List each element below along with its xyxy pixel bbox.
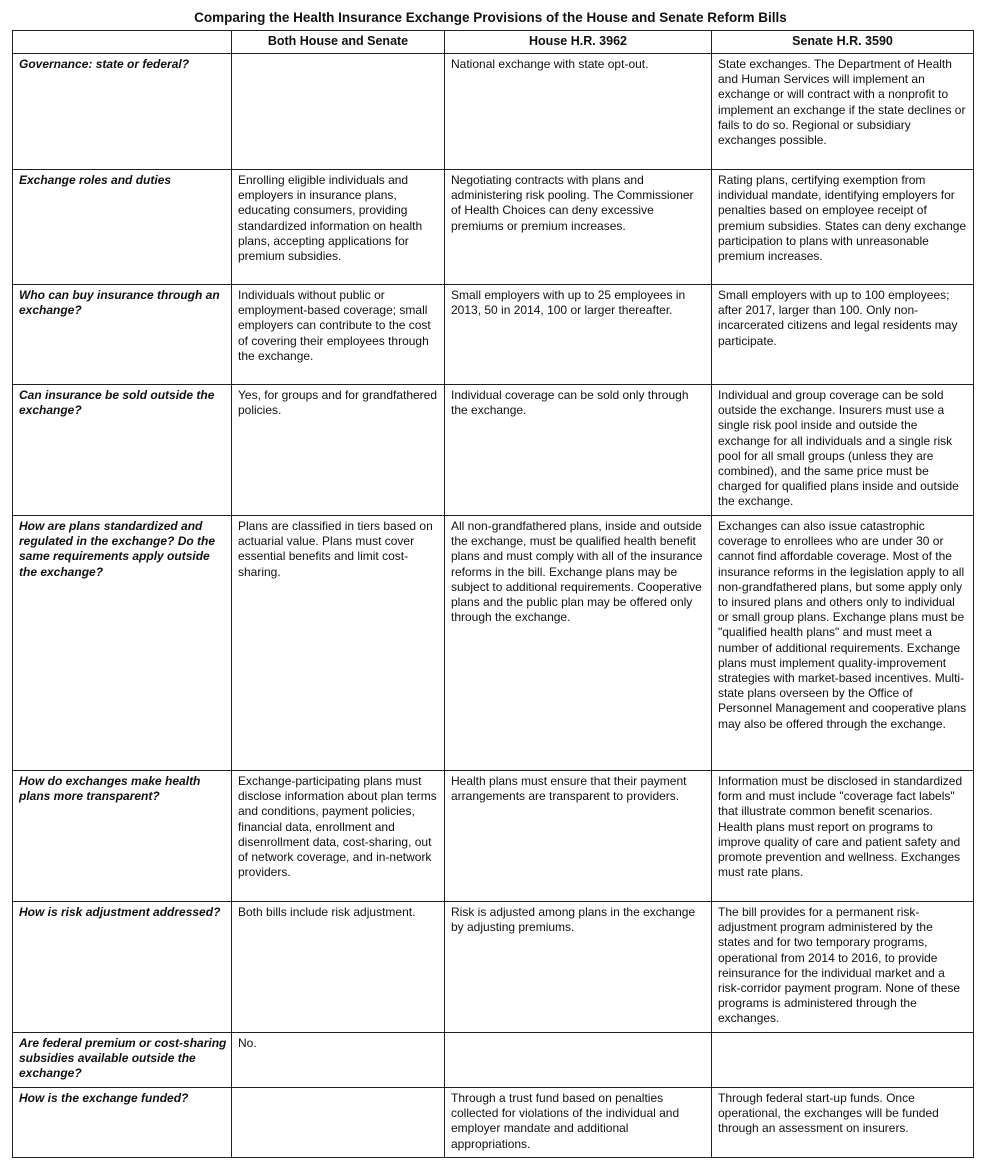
- row-question: Who can buy insurance through an exchange?: [13, 285, 232, 385]
- cell-both: Yes, for groups and for grandfathered policies.: [232, 385, 445, 516]
- cell-house: Health plans must ensure that their payment arrangements are transparent to providers.: [445, 771, 712, 902]
- row-question: How do exchanges make health plans more transparent?: [13, 771, 232, 902]
- cell-house: Negotiating contracts with plans and administering risk pooling. The Commissioner of Health Choices can deny excessive premiums or premium increases.: [445, 170, 712, 285]
- cell-senate: [712, 1033, 974, 1088]
- table-row: [13, 54, 974, 170]
- cell-both: Both bills include risk adjustment.: [232, 902, 445, 1033]
- row-question: Governance: state or federal?: [13, 54, 232, 170]
- column-header-both: Both House and Senate: [232, 31, 445, 54]
- comparison-table: [12, 30, 974, 1158]
- document-title: Comparing the Health Insurance Exchange Provisions of the House and Senate Reform Bills: [194, 10, 787, 25]
- cell-both: Exchange-participating plans must disclose information about plan terms and conditions, payment policies, financial data, enrollment and disenrollment data, cost-sharing, out of network coverage, and in-network providers.: [232, 771, 445, 902]
- row-question: How is risk adjustment addressed?: [13, 902, 232, 1033]
- cell-both: Enrolling eligible individuals and employers in insurance plans, educating consumers, providing standardized information on health plans, accepting applications for premium subsidies.: [232, 170, 445, 285]
- table-row: [13, 1088, 974, 1158]
- column-header-topic: [13, 31, 232, 54]
- row-question: Exchange roles and duties: [13, 170, 232, 285]
- cell-both: [232, 54, 445, 170]
- table-row: [13, 516, 974, 771]
- cell-senate: Individual and group coverage can be sold outside the exchange. Insurers must use a single risk pool inside and outside the exchange for all individuals and a single risk pool for all small groups (unless they are combined), and the same price must be charged for qualified plans inside and outside the exchange.: [712, 385, 974, 516]
- cell-senate: State exchanges. The Department of Health and Human Services will implement an exchange or will contract with a nonprofit to implement an exchange if the state declines or fails to do so. Regional or subsidiary exchanges possible.: [712, 54, 974, 170]
- cell-both: Plans are classified in tiers based on actuarial value. Plans must cover essential benefits and limit cost-sharing.: [232, 516, 445, 771]
- cell-both: Individuals without public or employment-based coverage; small employers can contribute to the cost of covering their employees through the exchange.: [232, 285, 445, 385]
- cell-senate: Through federal start-up funds. Once operational, the exchanges will be funded through an assessment on insurers.: [712, 1088, 974, 1158]
- table-row: [13, 285, 974, 385]
- table-row: [13, 771, 974, 902]
- cell-house: National exchange with state opt-out.: [445, 54, 712, 170]
- cell-house: Individual coverage can be sold only through the exchange.: [445, 385, 712, 516]
- cell-senate: The bill provides for a permanent risk-adjustment program administered by the states and for two temporary programs, operational from 2014 to 2016, to provide reinsurance for the individual market and a risk-corridor payment program. None of these programs is administered through the exchanges.: [712, 902, 974, 1033]
- row-question: Are federal premium or cost-sharing subsidies available outside the exchange?: [13, 1033, 232, 1088]
- cell-house: [445, 1033, 712, 1088]
- row-question: How are plans standardized and regulated in the exchange? Do the same requirements apply outside the exchange?: [13, 516, 232, 771]
- column-header-senate: Senate H.R. 3590: [712, 31, 974, 54]
- cell-senate: Exchanges can also issue catastrophic coverage to enrollees who are under 30 or cannot find affordable coverage. Most of the insurance reforms in the legislation apply to all non-grandfathered plans, but some apply only to insured plans and others only to individual or small group plans. Exchange plans must be "qualified health plans" and must meet a number of additional requirements. Exchange plans must implement quality-improvement strategies with market-based incentives. Multi-state plans overseen by the Office of Personnel Management and cooperative plans may also be offered through the exchange.: [712, 516, 974, 771]
- row-question: Can insurance be sold outside the exchange?: [13, 385, 232, 516]
- cell-house: All non-grandfathered plans, inside and outside the exchange, must be qualified health benefit plans and must comply with all of the insurance reforms in the bill. Exchange plans may be subject to additional requirements. Cooperative plans and the public plan may be offered only through the exchange.: [445, 516, 712, 771]
- column-header-house: House H.R. 3962: [445, 31, 712, 54]
- cell-senate: Information must be disclosed in standardized form and must include "coverage fact labels" that illustrate common benefit scenarios. Health plans must report on programs to improve quality of care and patient safety and promote prevention and wellness. Exchanges must rate plans.: [712, 771, 974, 902]
- cell-senate: Rating plans, certifying exemption from individual mandate, identifying employers for penalties based on employee receipt of premium subsidies. States can deny exchange participation to plans with unreasonable premium increases.: [712, 170, 974, 285]
- table-row: [13, 1033, 974, 1088]
- cell-house: Risk is adjusted among plans in the exchange by adjusting premiums.: [445, 902, 712, 1033]
- cell-both: [232, 1088, 445, 1158]
- cell-house: Through a trust fund based on penalties collected for violations of the individual and employer mandate and additional appropriations.: [445, 1088, 712, 1158]
- cell-both: No.: [232, 1033, 445, 1088]
- row-question: How is the exchange funded?: [13, 1088, 232, 1158]
- cell-house: Small employers with up to 25 employees in 2013, 50 in 2014, 100 or larger thereafter.: [445, 285, 712, 385]
- table-row: [13, 385, 974, 516]
- header-row: [13, 31, 974, 54]
- cell-senate: Small employers with up to 100 employees; after 2017, larger than 100. Only non-incarcerated citizens and legal residents may participate.: [712, 285, 974, 385]
- table-row: [13, 902, 974, 1033]
- table-row: [13, 170, 974, 285]
